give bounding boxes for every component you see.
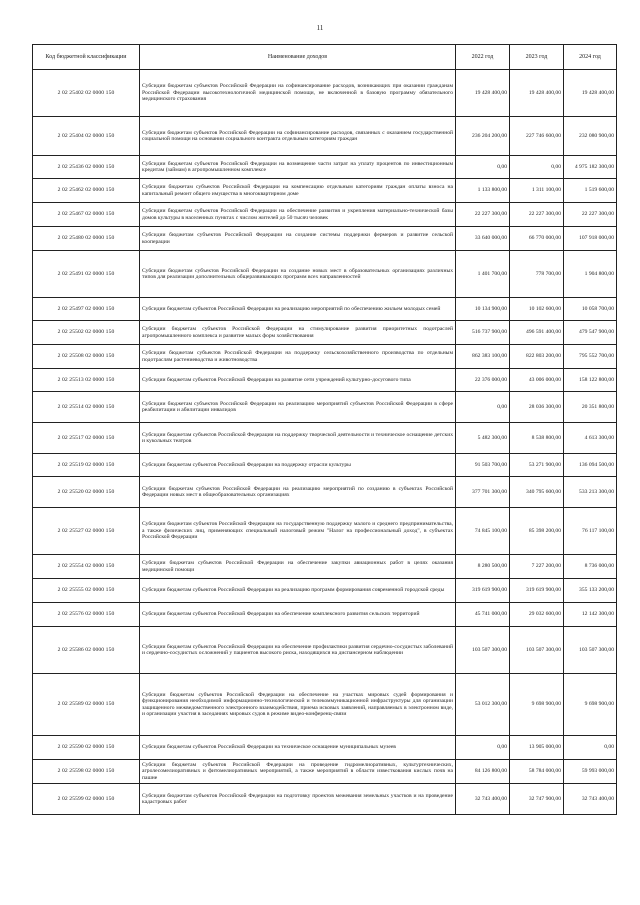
- amount-2023-cell: 32 747 900,00: [510, 784, 564, 815]
- revenue-table: [32, 44, 617, 815]
- amount-2024-cell: 12 142 300,00: [564, 603, 617, 627]
- amount-2022-cell: 1 133 800,00: [456, 179, 510, 203]
- amount-2023-cell: 58 784 000,00: [510, 760, 564, 784]
- name-cell: Субсидии бюджетам субъектов Российской Федерации на обеспечение комплексного развития сельских территорий: [140, 603, 456, 627]
- amount-2022-cell: 33 640 000,00: [456, 227, 510, 251]
- amount-2023-cell: 13 905 000,00: [510, 736, 564, 760]
- amount-2024-cell: 4 975 182 300,00: [564, 156, 617, 179]
- table-row: [33, 477, 617, 508]
- code-cell: 2 02 25436 02 0000 150: [33, 156, 140, 179]
- table-header-row: [33, 45, 617, 70]
- table-row: [33, 298, 617, 321]
- amount-2022-cell: 0,00: [456, 392, 510, 423]
- amount-2023-cell: 7 227 200,00: [510, 555, 564, 579]
- code-cell: 2 02 25467 02 0000 150: [33, 203, 140, 227]
- table-row: [33, 784, 617, 815]
- amount-2022-cell: 84 126 800,00: [456, 760, 510, 784]
- amount-2023-cell: 319 619 900,00: [510, 579, 564, 603]
- code-cell: 2 02 25497 02 0000 150: [33, 298, 140, 321]
- table-row: [33, 627, 617, 674]
- header-2022: 2022 год: [456, 45, 510, 70]
- amount-2023-cell: 778 700,00: [510, 251, 564, 298]
- code-cell: 2 02 25555 02 0000 150: [33, 579, 140, 603]
- amount-2022-cell: 377 701 300,00: [456, 477, 510, 508]
- header-2024: 2024 год: [564, 45, 617, 70]
- code-cell: 2 02 25404 02 0000 150: [33, 117, 140, 156]
- table-row: [33, 674, 617, 736]
- code-cell: 2 02 25520 02 0000 150: [33, 477, 140, 508]
- amount-2023-cell: 29 032 600,00: [510, 603, 564, 627]
- code-cell: 2 02 25590 02 0000 150: [33, 736, 140, 760]
- amount-2024-cell: 533 213 300,00: [564, 477, 617, 508]
- amount-2024-cell: 479 547 900,00: [564, 321, 617, 345]
- amount-2023-cell: 53 271 900,00: [510, 454, 564, 477]
- name-cell: Субсидии бюджетам субъектов Российской Федерации на государственную поддержку малого и среднего предпринимательства, а также физических лиц, применяющих специальный налоговый режим "Налог на профессиональный доход", в субъектах Российской Федерации: [140, 508, 456, 555]
- amount-2024-cell: 795 552 700,00: [564, 345, 617, 369]
- amount-2023-cell: 822 803 200,00: [510, 345, 564, 369]
- amount-2024-cell: 1 904 800,00: [564, 251, 617, 298]
- amount-2023-cell: 0,00: [510, 156, 564, 179]
- name-cell: Субсидии бюджетам субъектов Российской Федерации на софинансирование расходов, возникающих при оказании гражданам Российской Федерации высокотехнологичной медицинской помощи, не включенной в базовую программу обязательного медицинского страхования: [140, 70, 456, 117]
- name-cell: Субсидии бюджетам субъектов Российской Федерации на компенсацию отдельным категориям граждан оплаты взноса на капитальный ремонт общего имущества в многоквартирном доме: [140, 179, 456, 203]
- code-cell: 2 02 25576 02 0000 150: [33, 603, 140, 627]
- code-cell: 2 02 25519 02 0000 150: [33, 454, 140, 477]
- amount-2023-cell: 496 591 400,00: [510, 321, 564, 345]
- name-cell: Субсидии бюджетам субъектов Российской Федерации на проведение гидромелиоративных, культуртехнических, агролесомелиоративных и фитомелиоративных мероприятий, а также мероприятий в области известкования кислых почв на пашне: [140, 760, 456, 784]
- table-row: [33, 603, 617, 627]
- amount-2024-cell: 59 993 000,00: [564, 760, 617, 784]
- name-cell: Субсидии бюджетам субъектов Российской Федерации на реализацию мероприятий по созданию в субъектах Российской Федерации новых мест в общеобразовательных организациях: [140, 477, 456, 508]
- page-number: 11: [316, 24, 324, 32]
- amount-2022-cell: 319 619 900,00: [456, 579, 510, 603]
- code-cell: 2 02 25599 02 0000 150: [33, 784, 140, 815]
- amount-2023-cell: 103 507 300,00: [510, 627, 564, 674]
- header-name: Наименование доходов: [140, 45, 456, 70]
- amount-2022-cell: 0,00: [456, 156, 510, 179]
- table-row: [33, 117, 617, 156]
- amount-2024-cell: 103 507 300,00: [564, 627, 617, 674]
- amount-2023-cell: 43 006 000,00: [510, 369, 564, 392]
- amount-2023-cell: 10 102 600,00: [510, 298, 564, 321]
- amount-2024-cell: 9 698 900,00: [564, 674, 617, 736]
- table-row: [33, 736, 617, 760]
- code-cell: 2 02 25462 02 0000 150: [33, 179, 140, 203]
- amount-2024-cell: 158 122 800,00: [564, 369, 617, 392]
- code-cell: 2 02 25598 02 0000 150: [33, 760, 140, 784]
- name-cell: Субсидии бюджетам субъектов Российской Федерации на реализацию программ формирования современной городской среды: [140, 579, 456, 603]
- table-row: [33, 454, 617, 477]
- amount-2024-cell: 20 351 800,00: [564, 392, 617, 423]
- amount-2023-cell: 19 428 400,00: [510, 70, 564, 117]
- amount-2022-cell: 1 401 700,00: [456, 251, 510, 298]
- amount-2024-cell: 232 080 900,00: [564, 117, 617, 156]
- amount-2022-cell: 74 845 100,00: [456, 508, 510, 555]
- name-cell: Субсидии бюджетам субъектов Российской Федерации на техническое оснащение муниципальных музеев: [140, 736, 456, 760]
- code-cell: 2 02 25527 02 0000 150: [33, 508, 140, 555]
- code-cell: 2 02 25402 02 0000 150: [33, 70, 140, 117]
- amount-2022-cell: 862 383 100,00: [456, 345, 510, 369]
- amount-2022-cell: 19 428 400,00: [456, 70, 510, 117]
- name-cell: Субсидии бюджетам субъектов Российской Федерации на развитие сети учреждений культурно-досугового типа: [140, 369, 456, 392]
- code-cell: 2 02 25480 02 0000 150: [33, 227, 140, 251]
- amount-2024-cell: 19 428 400,00: [564, 70, 617, 117]
- amount-2024-cell: 76 117 100,00: [564, 508, 617, 555]
- name-cell: Субсидии бюджетам субъектов Российской Федерации на реализацию мероприятий по обеспечению жильем молодых семей: [140, 298, 456, 321]
- name-cell: Субсидии бюджетам субъектов Российской Федерации на обеспечение профилактики развития сердечно-сосудистых заболеваний и сердечно-сосудистых осложнений у пациентов высокого риска, находящихся на диспансерном наблюдении: [140, 627, 456, 674]
- amount-2022-cell: 91 503 700,00: [456, 454, 510, 477]
- name-cell: Субсидии бюджетам субъектов Российской Федерации на обеспечение развития и укрепления материально-технической базы домов культуры в населенных пунктах с числом жителей до 50 тысяч человек: [140, 203, 456, 227]
- code-cell: 2 02 25491 02 0000 150: [33, 251, 140, 298]
- amount-2022-cell: 32 743 400,00: [456, 784, 510, 815]
- table-row: [33, 156, 617, 179]
- amount-2024-cell: 355 133 200,00: [564, 579, 617, 603]
- table-body: [33, 70, 617, 815]
- amount-2024-cell: 4 613 300,00: [564, 423, 617, 454]
- amount-2024-cell: 107 918 000,00: [564, 227, 617, 251]
- amount-2022-cell: 103 507 300,00: [456, 627, 510, 674]
- amount-2022-cell: 53 012 300,00: [456, 674, 510, 736]
- amount-2023-cell: 227 746 600,00: [510, 117, 564, 156]
- amount-2022-cell: 10 134 900,00: [456, 298, 510, 321]
- amount-2022-cell: 0,00: [456, 736, 510, 760]
- amount-2022-cell: 236 204 200,00: [456, 117, 510, 156]
- code-cell: 2 02 25589 02 0000 150: [33, 674, 140, 736]
- name-cell: Субсидии бюджетам субъектов Российской Федерации на реализацию мероприятий субъектов Российской Федерации в сфере реабилитации и абилитации инвалидов: [140, 392, 456, 423]
- name-cell: Субсидии бюджетам субъектов Российской Федерации на поддержку творческой деятельности и техническое оснащение детских и кукольных театров: [140, 423, 456, 454]
- name-cell: Субсидии бюджетам субъектов Российской Федерации на возмещение части затрат на уплату процентов по инвестиционным кредитам (займам) в агропромышленном комплексе: [140, 156, 456, 179]
- code-cell: 2 02 25502 02 0000 150: [33, 321, 140, 345]
- header-2023: 2023 год: [510, 45, 564, 70]
- amount-2022-cell: 5 482 300,00: [456, 423, 510, 454]
- table-row: [33, 203, 617, 227]
- amount-2022-cell: 8 280 500,00: [456, 555, 510, 579]
- amount-2023-cell: 9 698 900,00: [510, 674, 564, 736]
- amount-2023-cell: 85 398 200,00: [510, 508, 564, 555]
- name-cell: Субсидии бюджетам субъектов Российской Федерации на софинансирование расходов, связанных с оказанием государственной социальной помощи на основании социального контракта отдельным категориям граждан: [140, 117, 456, 156]
- table-row: [33, 70, 617, 117]
- amount-2022-cell: 22 376 000,00: [456, 369, 510, 392]
- amount-2024-cell: 8 736 000,00: [564, 555, 617, 579]
- table-row: [33, 251, 617, 298]
- table-row: [33, 345, 617, 369]
- amount-2024-cell: 10 058 700,00: [564, 298, 617, 321]
- amount-2022-cell: 22 227 300,00: [456, 203, 510, 227]
- code-cell: 2 02 25517 02 0000 150: [33, 423, 140, 454]
- amount-2022-cell: 45 741 000,00: [456, 603, 510, 627]
- code-cell: 2 02 25514 02 0000 150: [33, 392, 140, 423]
- amount-2022-cell: 516 737 900,00: [456, 321, 510, 345]
- name-cell: Субсидии бюджетам субъектов Российской Федерации на создание системы поддержки фермеров и развитие сельской кооперации: [140, 227, 456, 251]
- amount-2023-cell: 22 227 300,00: [510, 203, 564, 227]
- amount-2024-cell: 136 094 500,00: [564, 454, 617, 477]
- amount-2024-cell: 1 519 600,00: [564, 179, 617, 203]
- table-row: [33, 423, 617, 454]
- code-cell: 2 02 25554 02 0000 150: [33, 555, 140, 579]
- table-row: [33, 392, 617, 423]
- name-cell: Субсидии бюджетам субъектов Российской Федерации на обеспечение на участках мировых судей формирования и функционирования необходимой информационно-технологической и телекоммуникационной инфраструктуры для организации защищенного межведомственного электронного взаимодействия, приема исковых заявлений, направляемых в электронном виде, и организации участия в заседаниях мировых судов в режиме видео-конференц-связи: [140, 674, 456, 736]
- code-cell: 2 02 25513 02 0000 150: [33, 369, 140, 392]
- amount-2023-cell: 28 036 300,00: [510, 392, 564, 423]
- name-cell: Субсидии бюджетам субъектов Российской Федерации на стимулирование развития приоритетных подотраслей агропромышленного комплекса и развитие малых форм хозяйствования: [140, 321, 456, 345]
- amount-2023-cell: 8 538 800,00: [510, 423, 564, 454]
- name-cell: Субсидии бюджетам субъектов Российской Федерации на создание новых мест в образовательных организациях различных типов для реализации дополнительных общеразвивающих программ всех направленностей: [140, 251, 456, 298]
- name-cell: Субсидии бюджетам субъектов Российской Федерации на поддержку сельскохозяйственного производства по отдельным подотраслям растениеводства и животноводства: [140, 345, 456, 369]
- table-row: [33, 227, 617, 251]
- amount-2024-cell: 22 227 300,00: [564, 203, 617, 227]
- table-row: [33, 579, 617, 603]
- name-cell: Субсидии бюджетам субъектов Российской Федерации на обеспечение закупки авиационных работ в целях оказания медицинской помощи: [140, 555, 456, 579]
- table-row: [33, 321, 617, 345]
- name-cell: Субсидии бюджетам субъектов Российской Федерации на подготовку проектов межевания земельных участков и на проведение кадастровых работ: [140, 784, 456, 815]
- table-row: [33, 179, 617, 203]
- code-cell: 2 02 25586 02 0000 150: [33, 627, 140, 674]
- amount-2023-cell: 66 770 000,00: [510, 227, 564, 251]
- code-cell: 2 02 25508 02 0000 150: [33, 345, 140, 369]
- amount-2023-cell: 340 795 600,00: [510, 477, 564, 508]
- table-row: [33, 508, 617, 555]
- amount-2024-cell: 32 743 400,00: [564, 784, 617, 815]
- amount-2024-cell: 0,00: [564, 736, 617, 760]
- table-row: [33, 760, 617, 784]
- table-row: [33, 369, 617, 392]
- amount-2023-cell: 1 311 100,00: [510, 179, 564, 203]
- header-code: Код бюджетной классификации: [33, 45, 140, 70]
- table-row: [33, 555, 617, 579]
- name-cell: Субсидии бюджетам субъектов Российской Федерации на поддержку отрасли культуры: [140, 454, 456, 477]
